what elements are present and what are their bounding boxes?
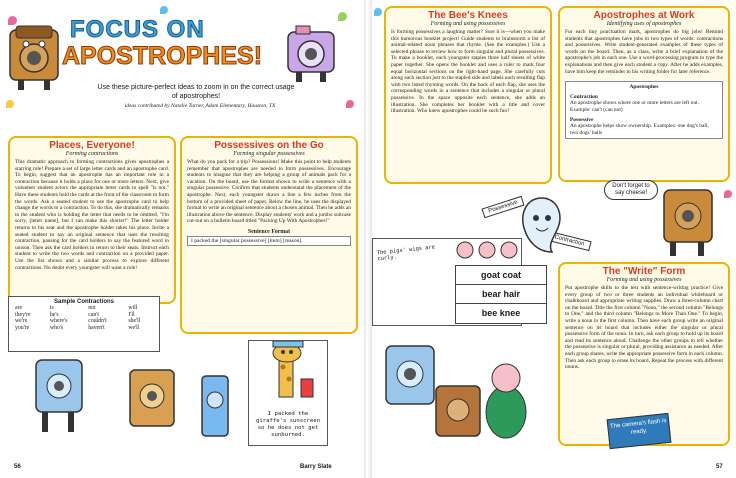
reference-title: Apostrophes [629,84,659,91]
contraction-cell: we'll [128,324,140,331]
rhyme-booklet [372,238,522,326]
giraffe-student-sample [248,340,328,446]
page-gutter [364,0,372,478]
confetti-dot [374,8,382,16]
contraction-cell: is [49,305,54,311]
pink-camera-illustration [282,22,342,86]
page-number-left: 56 [14,464,21,470]
write-form-subtitle: Forming and using possessives [606,277,682,283]
contractions-title: Sample Contractions [53,299,114,305]
write-form-body: Put apostrophe skills to the test with sentence-writing practice! Give every group of two or three students an individual whiteboard or chalkboard and appropriate writing supplies. Draw a three-column chart on the board. Title the first column "Noun," the second column "Belongs to One," and the third column "Belongs to More Than One." To begin, write a noun in the first column. Then have each group write an original sentence on its board that includes either the singular or plural possessive form of the noun. In turn, ask each group to hold up its board and read its sentence aloud. Challenge the other groups to tell whether the possessive is singular or plural, providing assistance as needed. After each group shares, write the appropriate possessive form in each column. Then ask each group to erase its board. Repeat the process with different nouns. [565,285,723,371]
places-everyone-box [8,136,176,304]
pig-faces-illustration [453,239,521,261]
flap-bee-knee: bee knee [455,303,547,324]
confetti-dot [724,190,732,198]
author-credit: Barry Slate [300,464,332,470]
contraction-cell: are [15,305,23,311]
title-line2: APOSTROPHES! [62,42,263,70]
apostrophes-at-work-box [558,6,730,182]
giraffe-illustration [249,341,327,409]
apostrophes-reference-card [565,81,723,139]
bees-knees-body: Is forming possessives a laughing matter? Sure it is—when you make this humorous booklet project! Guide students to brainstorm a list of animal-related noun phrases that rhyme. (See the examples.) Use a selected phrase to review how to form singular and plural possessives. To make a booklet, each youngster staples three half sheets of white paper together. She opens the booklet and uses a ruler to mark four equal horizontal sections on the right-hand page. She carefully cuts along each section just to the stapled side and labels each resulting flap with two listed rhyming words. On the back of each flap, she uses the corresponding words in a sentence that includes a singular or plural possessive. In the space opposite each sentence, she adds an illustration. She completes her booklet with a title and cover illustration. Who knew apostrophes could be such fun? [391,29,545,115]
possessives-box [180,136,358,334]
contractions-table [13,305,155,331]
right-page [372,0,736,478]
format-text: I packed the [singular possessive] [item] [reason]. [187,236,351,246]
write-form-title: The "Write" Form [602,266,686,277]
at-work-title: Apostrophes at Work [593,10,695,21]
contractions-row [13,312,155,319]
contractions-row [13,325,155,332]
possessives-body: What do you pack for a trip? Possessions! Make this point to help students remember that apostrophes are needed to form possessives. Encourage students to imagine that they are helping a group of animals pack for a vacation. On the board, use the format shown to write a sentence with a singular possessive. Confirm that students understand the placement of the apostrophe. Next, each youngster draws a line a few inches from the bottom of a provided sheet of paper. Below the line, he uses the displayed format to write an original sentence about a chosen animal. Then he adds an illustration above the sentence. Display students' work and a jumbo suitcase cut-out on a bulletin board titled "Packing Up With Apostrophes!" [187,159,351,225]
booklet-title: The pigs' wigs are curly. [376,244,436,263]
format-title: Sentence Format [247,228,290,235]
left-page [0,0,364,478]
contraction-bubble: Contraction [547,231,591,251]
contraction-cell: will [128,305,138,311]
at-work-subtitle: Identifying uses of apostrophes [606,21,682,27]
dont-forget-bubble: Don't forget to say cheese! [604,180,658,200]
camera-character-illustration [4,22,66,92]
places-title: Places, Everyone! [49,140,135,151]
contraction-cell: I'll [128,311,135,318]
confetti-dot [346,100,354,108]
contraction-cell: who's [49,324,64,331]
contraction-cell: we're [15,318,28,325]
contraction-cell: haven't [88,324,105,331]
camera-flash-sign: The camera's flash is ready. [607,413,672,449]
contraction-cell: she'll [128,318,141,325]
credit-line: ideas contributed by Natalie Turner, Adam Elementary, Houston, TX [124,103,276,109]
possessive-explanation: An apostrophe helps show ownership. Examples: one dog's ball, two dogs' balls [570,123,709,136]
flap-bear-hair: bear hair [455,284,547,305]
title-line1: FOCUS ON [70,16,205,43]
at-work-body: For each tiny punctuation mark, apostrophes do big jobs! Remind students that apostrophes have jobs in two types of words: contractions and possessives. Write student-generated examples of these types of words on the board. Then, as a class, write a brief explanation of the apostrophe's job in each one. Use a word-processing program to type the explanations and then give each student a copy. After he adds examples, have him keep the reminder in his writing folder for later reference. [565,29,723,75]
contraction-label: Contraction [570,93,598,100]
possessives-title: Possessives on the Go [214,140,324,151]
contraction-cell: they're [15,311,31,318]
possessive-bubble: Possessive [481,196,524,219]
camera-character-illustration [656,180,722,260]
confetti-dot [160,6,168,14]
contraction-cell: where's [49,318,68,325]
contraction-cell: not [88,305,96,311]
page-number-right: 57 [716,464,723,470]
flap-goat-coat: goat coat [455,265,547,286]
contraction-explanation: An apostrophe shows where one or more letters are left out. Example: can't (can not) [570,100,699,113]
contraction-cell: can't [88,311,99,318]
camera-characters-group [376,326,556,466]
confetti-dot [338,12,347,21]
bees-knees-title: The Bee's Knees [428,10,508,21]
giraffe-sentence: I packed the giraffe's sunscreen so he does not get sunburned. [256,411,320,438]
intro-text: Use these picture-perfect ideas to zoom in on the correct usage of apostrophes! [97,84,295,100]
contractions-row [13,318,155,325]
contraction-cell: couldn't [88,318,107,325]
contraction-cell: you're [15,324,30,331]
possessive-label: Possessive [570,116,594,123]
possessives-subtitle: Forming singular possessives [233,151,305,157]
places-body: This dramatic approach to forming contractions gives apostrophes a starring role! Prepare a set of large letter cards and an apostrophe card. To begin, suggest that an apostrophe has an important role in a contraction because it holds a place for one or more letters. Next, give volunteer student actors the appropriate letter cards to spell "is not." Have these students hold the cards at the front of the classroom to form the words. Ask a seated student to use the apostrophe card to help change the words to a contraction. To do this, she dramatically remarks to the student who is holding the letter that needs to be omitted, "I'm sorry, [letter name], but I can make this shorter!" The letter holder returns to his seat and the apostrophe holder takes his place. Invite a seated student to say an original sentence that uses the resulting contraction, pausing for the card holders to say the featured word in unison. Then ask the card holders to return to their seats. Instruct each student to write the two words and contraction on a provided paper. Use the list shown and a similar process to explore different contractions. No doubt every youngster will want a role! [15,159,169,271]
apostrophe-ghost-illustration [518,196,566,254]
contractions-row [13,305,155,312]
places-subtitle: Forming contractions [65,151,119,157]
camera-characters-group [30,340,230,460]
contraction-cell: he's [49,311,59,318]
bees-knees-subtitle: Forming and using possessives [430,21,506,27]
confetti-dot [6,100,14,108]
bees-knees-box [384,6,552,184]
